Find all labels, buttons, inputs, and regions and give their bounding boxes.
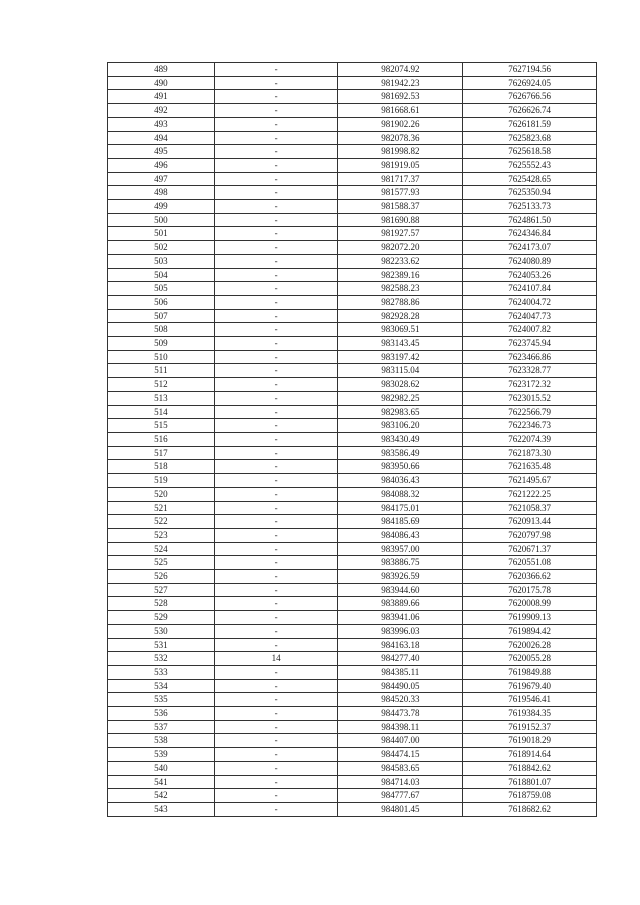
y-coordinate-cell: 7618682.62 bbox=[463, 802, 597, 816]
section-cell: - bbox=[214, 131, 338, 145]
table-row bbox=[108, 611, 597, 625]
x-coordinate-cell: 981902.26 bbox=[338, 117, 463, 131]
y-coordinate-cell: 7621635.48 bbox=[463, 460, 597, 474]
table-row bbox=[108, 186, 597, 200]
y-coordinate-cell: 7622346.73 bbox=[463, 419, 597, 433]
point-number-cell: 503 bbox=[108, 254, 215, 268]
section-cell: - bbox=[214, 528, 338, 542]
x-coordinate-cell: 984175.01 bbox=[338, 501, 463, 515]
section-cell: - bbox=[214, 597, 338, 611]
y-coordinate-cell: 7626626.74 bbox=[463, 104, 597, 118]
point-number-cell: 516 bbox=[108, 432, 215, 446]
point-number-cell: 541 bbox=[108, 775, 215, 789]
section-cell: - bbox=[214, 241, 338, 255]
section-cell: - bbox=[214, 254, 338, 268]
table-row bbox=[108, 309, 597, 323]
table-row bbox=[108, 432, 597, 446]
y-coordinate-cell: 7619546.41 bbox=[463, 693, 597, 707]
table-row bbox=[108, 720, 597, 734]
point-number-cell: 543 bbox=[108, 802, 215, 816]
point-number-cell: 525 bbox=[108, 556, 215, 570]
table-row bbox=[108, 145, 597, 159]
point-number-cell: 518 bbox=[108, 460, 215, 474]
x-coordinate-cell: 982072.20 bbox=[338, 241, 463, 255]
table-row bbox=[108, 117, 597, 131]
y-coordinate-cell: 7624007.82 bbox=[463, 323, 597, 337]
y-coordinate-cell: 7626181.59 bbox=[463, 117, 597, 131]
x-coordinate-cell: 981668.61 bbox=[338, 104, 463, 118]
table-row bbox=[108, 528, 597, 542]
section-cell: - bbox=[214, 391, 338, 405]
point-number-cell: 540 bbox=[108, 761, 215, 775]
point-number-cell: 530 bbox=[108, 624, 215, 638]
section-cell: - bbox=[214, 76, 338, 90]
section-cell: - bbox=[214, 583, 338, 597]
table-row bbox=[108, 501, 597, 515]
y-coordinate-cell: 7619849.88 bbox=[463, 665, 597, 679]
x-coordinate-cell: 984407.00 bbox=[338, 734, 463, 748]
y-coordinate-cell: 7624047.73 bbox=[463, 309, 597, 323]
x-coordinate-cell: 983950.66 bbox=[338, 460, 463, 474]
x-coordinate-cell: 981927.57 bbox=[338, 227, 463, 241]
point-number-cell: 511 bbox=[108, 364, 215, 378]
point-number-cell: 535 bbox=[108, 693, 215, 707]
y-coordinate-cell: 7624080.89 bbox=[463, 254, 597, 268]
x-coordinate-cell: 982928.28 bbox=[338, 309, 463, 323]
section-cell: - bbox=[214, 419, 338, 433]
y-coordinate-cell: 7625552.43 bbox=[463, 158, 597, 172]
x-coordinate-cell: 981919.05 bbox=[338, 158, 463, 172]
point-number-cell: 506 bbox=[108, 295, 215, 309]
table-row bbox=[108, 583, 597, 597]
y-coordinate-cell: 7619894.42 bbox=[463, 624, 597, 638]
point-number-cell: 527 bbox=[108, 583, 215, 597]
section-cell: - bbox=[214, 775, 338, 789]
point-number-cell: 491 bbox=[108, 90, 215, 104]
table-row bbox=[108, 748, 597, 762]
x-coordinate-cell: 982078.36 bbox=[338, 131, 463, 145]
y-coordinate-cell: 7624346.84 bbox=[463, 227, 597, 241]
point-number-cell: 500 bbox=[108, 213, 215, 227]
table-row bbox=[108, 254, 597, 268]
x-coordinate-cell: 984398.11 bbox=[338, 720, 463, 734]
y-coordinate-cell: 7623466.86 bbox=[463, 350, 597, 364]
y-coordinate-cell: 7622566.79 bbox=[463, 405, 597, 419]
point-number-cell: 533 bbox=[108, 665, 215, 679]
table-row bbox=[108, 515, 597, 529]
x-coordinate-cell: 984777.67 bbox=[338, 789, 463, 803]
table-row bbox=[108, 350, 597, 364]
x-coordinate-cell: 984163.18 bbox=[338, 638, 463, 652]
point-number-cell: 493 bbox=[108, 117, 215, 131]
x-coordinate-cell: 981588.37 bbox=[338, 200, 463, 214]
table-row bbox=[108, 474, 597, 488]
table-row bbox=[108, 63, 597, 77]
table-row bbox=[108, 158, 597, 172]
point-number-cell: 517 bbox=[108, 446, 215, 460]
section-cell: - bbox=[214, 679, 338, 693]
x-coordinate-cell: 984474.15 bbox=[338, 748, 463, 762]
table-row bbox=[108, 337, 597, 351]
y-coordinate-cell: 7621058.37 bbox=[463, 501, 597, 515]
y-coordinate-cell: 7621873.30 bbox=[463, 446, 597, 460]
y-coordinate-cell: 7624173.07 bbox=[463, 241, 597, 255]
section-cell: - bbox=[214, 282, 338, 296]
section-cell: - bbox=[214, 707, 338, 721]
section-cell: - bbox=[214, 378, 338, 392]
table-row bbox=[108, 679, 597, 693]
point-number-cell: 519 bbox=[108, 474, 215, 488]
x-coordinate-cell: 983115.04 bbox=[338, 364, 463, 378]
y-coordinate-cell: 7625618.58 bbox=[463, 145, 597, 159]
y-coordinate-cell: 7620055.28 bbox=[463, 652, 597, 666]
section-cell: - bbox=[214, 720, 338, 734]
x-coordinate-cell: 984185.69 bbox=[338, 515, 463, 529]
point-number-cell: 522 bbox=[108, 515, 215, 529]
section-cell: - bbox=[214, 337, 338, 351]
x-coordinate-cell: 982389.16 bbox=[338, 268, 463, 282]
table-row bbox=[108, 775, 597, 789]
x-coordinate-cell: 983106.20 bbox=[338, 419, 463, 433]
point-number-cell: 521 bbox=[108, 501, 215, 515]
section-cell: - bbox=[214, 432, 338, 446]
table-row bbox=[108, 556, 597, 570]
section-cell: - bbox=[214, 309, 338, 323]
x-coordinate-cell: 984088.32 bbox=[338, 487, 463, 501]
section-cell: - bbox=[214, 556, 338, 570]
section-cell: - bbox=[214, 117, 338, 131]
x-coordinate-cell: 982982.25 bbox=[338, 391, 463, 405]
table-row bbox=[108, 90, 597, 104]
x-coordinate-cell: 984036.43 bbox=[338, 474, 463, 488]
point-number-cell: 529 bbox=[108, 611, 215, 625]
table-row bbox=[108, 734, 597, 748]
y-coordinate-cell: 7619152.37 bbox=[463, 720, 597, 734]
x-coordinate-cell: 981998.82 bbox=[338, 145, 463, 159]
point-number-cell: 542 bbox=[108, 789, 215, 803]
y-coordinate-cell: 7621495.67 bbox=[463, 474, 597, 488]
y-coordinate-cell: 7620551.08 bbox=[463, 556, 597, 570]
table-row bbox=[108, 665, 597, 679]
x-coordinate-cell: 982983.65 bbox=[338, 405, 463, 419]
section-cell: - bbox=[214, 474, 338, 488]
y-coordinate-cell: 7619018.29 bbox=[463, 734, 597, 748]
section-cell: - bbox=[214, 761, 338, 775]
y-coordinate-cell: 7624861.50 bbox=[463, 213, 597, 227]
x-coordinate-cell: 984714.03 bbox=[338, 775, 463, 789]
x-coordinate-cell: 981717.37 bbox=[338, 172, 463, 186]
table-row bbox=[108, 241, 597, 255]
table-row bbox=[108, 638, 597, 652]
section-cell: - bbox=[214, 268, 338, 282]
section-cell: - bbox=[214, 145, 338, 159]
x-coordinate-cell: 982233.62 bbox=[338, 254, 463, 268]
x-coordinate-cell: 983430.49 bbox=[338, 432, 463, 446]
x-coordinate-cell: 984520.33 bbox=[338, 693, 463, 707]
section-cell: - bbox=[214, 611, 338, 625]
point-number-cell: 528 bbox=[108, 597, 215, 611]
x-coordinate-cell: 982074.92 bbox=[338, 63, 463, 77]
point-number-cell: 520 bbox=[108, 487, 215, 501]
section-cell: - bbox=[214, 624, 338, 638]
y-coordinate-cell: 7620008.99 bbox=[463, 597, 597, 611]
y-coordinate-cell: 7626766.56 bbox=[463, 90, 597, 104]
y-coordinate-cell: 7627194.56 bbox=[463, 63, 597, 77]
section-cell: - bbox=[214, 158, 338, 172]
y-coordinate-cell: 7620366.62 bbox=[463, 570, 597, 584]
table-row bbox=[108, 789, 597, 803]
point-number-cell: 489 bbox=[108, 63, 215, 77]
table-row bbox=[108, 76, 597, 90]
point-number-cell: 536 bbox=[108, 707, 215, 721]
y-coordinate-cell: 7623172.32 bbox=[463, 378, 597, 392]
point-number-cell: 538 bbox=[108, 734, 215, 748]
point-number-cell: 513 bbox=[108, 391, 215, 405]
section-cell: - bbox=[214, 213, 338, 227]
point-number-cell: 512 bbox=[108, 378, 215, 392]
table-row bbox=[108, 227, 597, 241]
table-row bbox=[108, 104, 597, 118]
y-coordinate-cell: 7624107.84 bbox=[463, 282, 597, 296]
point-number-cell: 490 bbox=[108, 76, 215, 90]
section-cell: - bbox=[214, 63, 338, 77]
section-cell: - bbox=[214, 227, 338, 241]
section-cell: - bbox=[214, 295, 338, 309]
x-coordinate-cell: 984801.45 bbox=[338, 802, 463, 816]
table-row bbox=[108, 460, 597, 474]
point-number-cell: 492 bbox=[108, 104, 215, 118]
x-coordinate-cell: 983197.42 bbox=[338, 350, 463, 364]
y-coordinate-cell: 7620026.28 bbox=[463, 638, 597, 652]
section-cell: - bbox=[214, 460, 338, 474]
point-number-cell: 532 bbox=[108, 652, 215, 666]
y-coordinate-cell: 7626924.05 bbox=[463, 76, 597, 90]
table-row bbox=[108, 391, 597, 405]
table-row bbox=[108, 364, 597, 378]
y-coordinate-cell: 7625823.68 bbox=[463, 131, 597, 145]
table-row bbox=[108, 802, 597, 816]
point-number-cell: 497 bbox=[108, 172, 215, 186]
section-cell: - bbox=[214, 665, 338, 679]
table-row bbox=[108, 652, 597, 666]
x-coordinate-cell: 983944.60 bbox=[338, 583, 463, 597]
table-row bbox=[108, 131, 597, 145]
point-number-cell: 507 bbox=[108, 309, 215, 323]
x-coordinate-cell: 981942.23 bbox=[338, 76, 463, 90]
point-number-cell: 499 bbox=[108, 200, 215, 214]
x-coordinate-cell: 984490.05 bbox=[338, 679, 463, 693]
section-cell: - bbox=[214, 405, 338, 419]
point-number-cell: 509 bbox=[108, 337, 215, 351]
table-row bbox=[108, 405, 597, 419]
y-coordinate-cell: 7618759.08 bbox=[463, 789, 597, 803]
table-row bbox=[108, 693, 597, 707]
point-number-cell: 505 bbox=[108, 282, 215, 296]
x-coordinate-cell: 984277.40 bbox=[338, 652, 463, 666]
table-row bbox=[108, 570, 597, 584]
y-coordinate-cell: 7625350.94 bbox=[463, 186, 597, 200]
point-number-cell: 526 bbox=[108, 570, 215, 584]
point-number-cell: 515 bbox=[108, 419, 215, 433]
section-cell: 14 bbox=[214, 652, 338, 666]
table-row bbox=[108, 200, 597, 214]
y-coordinate-cell: 7622074.39 bbox=[463, 432, 597, 446]
section-cell: - bbox=[214, 364, 338, 378]
section-cell: - bbox=[214, 789, 338, 803]
section-cell: - bbox=[214, 748, 338, 762]
point-number-cell: 537 bbox=[108, 720, 215, 734]
x-coordinate-cell: 984473.78 bbox=[338, 707, 463, 721]
coordinate-table bbox=[107, 62, 597, 817]
table-row bbox=[108, 213, 597, 227]
y-coordinate-cell: 7623015.52 bbox=[463, 391, 597, 405]
section-cell: - bbox=[214, 542, 338, 556]
section-cell: - bbox=[214, 501, 338, 515]
point-number-cell: 494 bbox=[108, 131, 215, 145]
point-number-cell: 523 bbox=[108, 528, 215, 542]
point-number-cell: 498 bbox=[108, 186, 215, 200]
table-row bbox=[108, 378, 597, 392]
x-coordinate-cell: 983926.59 bbox=[338, 570, 463, 584]
section-cell: - bbox=[214, 323, 338, 337]
x-coordinate-cell: 982788.86 bbox=[338, 295, 463, 309]
point-number-cell: 501 bbox=[108, 227, 215, 241]
table-row bbox=[108, 282, 597, 296]
point-number-cell: 508 bbox=[108, 323, 215, 337]
x-coordinate-cell: 983143.45 bbox=[338, 337, 463, 351]
x-coordinate-cell: 983941.06 bbox=[338, 611, 463, 625]
point-number-cell: 531 bbox=[108, 638, 215, 652]
x-coordinate-cell: 983886.75 bbox=[338, 556, 463, 570]
section-cell: - bbox=[214, 487, 338, 501]
y-coordinate-cell: 7624053.26 bbox=[463, 268, 597, 282]
section-cell: - bbox=[214, 350, 338, 364]
x-coordinate-cell: 982588.23 bbox=[338, 282, 463, 296]
table-row bbox=[108, 707, 597, 721]
table-row bbox=[108, 624, 597, 638]
point-number-cell: 496 bbox=[108, 158, 215, 172]
y-coordinate-cell: 7619909.13 bbox=[463, 611, 597, 625]
section-cell: - bbox=[214, 570, 338, 584]
y-coordinate-cell: 7625428.65 bbox=[463, 172, 597, 186]
table-row bbox=[108, 761, 597, 775]
x-coordinate-cell: 983996.03 bbox=[338, 624, 463, 638]
point-number-cell: 534 bbox=[108, 679, 215, 693]
section-cell: - bbox=[214, 693, 338, 707]
x-coordinate-cell: 983028.62 bbox=[338, 378, 463, 392]
y-coordinate-cell: 7618914.64 bbox=[463, 748, 597, 762]
table-row bbox=[108, 268, 597, 282]
section-cell: - bbox=[214, 638, 338, 652]
y-coordinate-cell: 7623745.94 bbox=[463, 337, 597, 351]
y-coordinate-cell: 7619384.35 bbox=[463, 707, 597, 721]
point-number-cell: 495 bbox=[108, 145, 215, 159]
table-row bbox=[108, 295, 597, 309]
point-number-cell: 510 bbox=[108, 350, 215, 364]
y-coordinate-cell: 7620671.37 bbox=[463, 542, 597, 556]
point-number-cell: 524 bbox=[108, 542, 215, 556]
x-coordinate-cell: 983957.00 bbox=[338, 542, 463, 556]
x-coordinate-cell: 981690.88 bbox=[338, 213, 463, 227]
table-row bbox=[108, 419, 597, 433]
y-coordinate-cell: 7624004.72 bbox=[463, 295, 597, 309]
table-row bbox=[108, 172, 597, 186]
table-row bbox=[108, 323, 597, 337]
point-number-cell: 514 bbox=[108, 405, 215, 419]
x-coordinate-cell: 981577.93 bbox=[338, 186, 463, 200]
section-cell: - bbox=[214, 734, 338, 748]
y-coordinate-cell: 7621222.25 bbox=[463, 487, 597, 501]
section-cell: - bbox=[214, 802, 338, 816]
y-coordinate-cell: 7623328.77 bbox=[463, 364, 597, 378]
x-coordinate-cell: 981692.53 bbox=[338, 90, 463, 104]
point-number-cell: 502 bbox=[108, 241, 215, 255]
section-cell: - bbox=[214, 172, 338, 186]
y-coordinate-cell: 7619679.40 bbox=[463, 679, 597, 693]
x-coordinate-cell: 983586.49 bbox=[338, 446, 463, 460]
section-cell: - bbox=[214, 186, 338, 200]
y-coordinate-cell: 7620175.78 bbox=[463, 583, 597, 597]
y-coordinate-cell: 7620913.44 bbox=[463, 515, 597, 529]
x-coordinate-cell: 984385.11 bbox=[338, 665, 463, 679]
x-coordinate-cell: 983889.66 bbox=[338, 597, 463, 611]
y-coordinate-cell: 7618801.07 bbox=[463, 775, 597, 789]
x-coordinate-cell: 984583.65 bbox=[338, 761, 463, 775]
section-cell: - bbox=[214, 515, 338, 529]
point-number-cell: 539 bbox=[108, 748, 215, 762]
x-coordinate-cell: 984086.43 bbox=[338, 528, 463, 542]
section-cell: - bbox=[214, 104, 338, 118]
table-row bbox=[108, 487, 597, 501]
point-number-cell: 504 bbox=[108, 268, 215, 282]
section-cell: - bbox=[214, 90, 338, 104]
y-coordinate-cell: 7618842.62 bbox=[463, 761, 597, 775]
section-cell: - bbox=[214, 200, 338, 214]
x-coordinate-cell: 983069.51 bbox=[338, 323, 463, 337]
table-row bbox=[108, 446, 597, 460]
y-coordinate-cell: 7620797.98 bbox=[463, 528, 597, 542]
table-row bbox=[108, 597, 597, 611]
y-coordinate-cell: 7625133.73 bbox=[463, 200, 597, 214]
coordinate-table-body bbox=[108, 63, 597, 817]
table-row bbox=[108, 542, 597, 556]
section-cell: - bbox=[214, 446, 338, 460]
